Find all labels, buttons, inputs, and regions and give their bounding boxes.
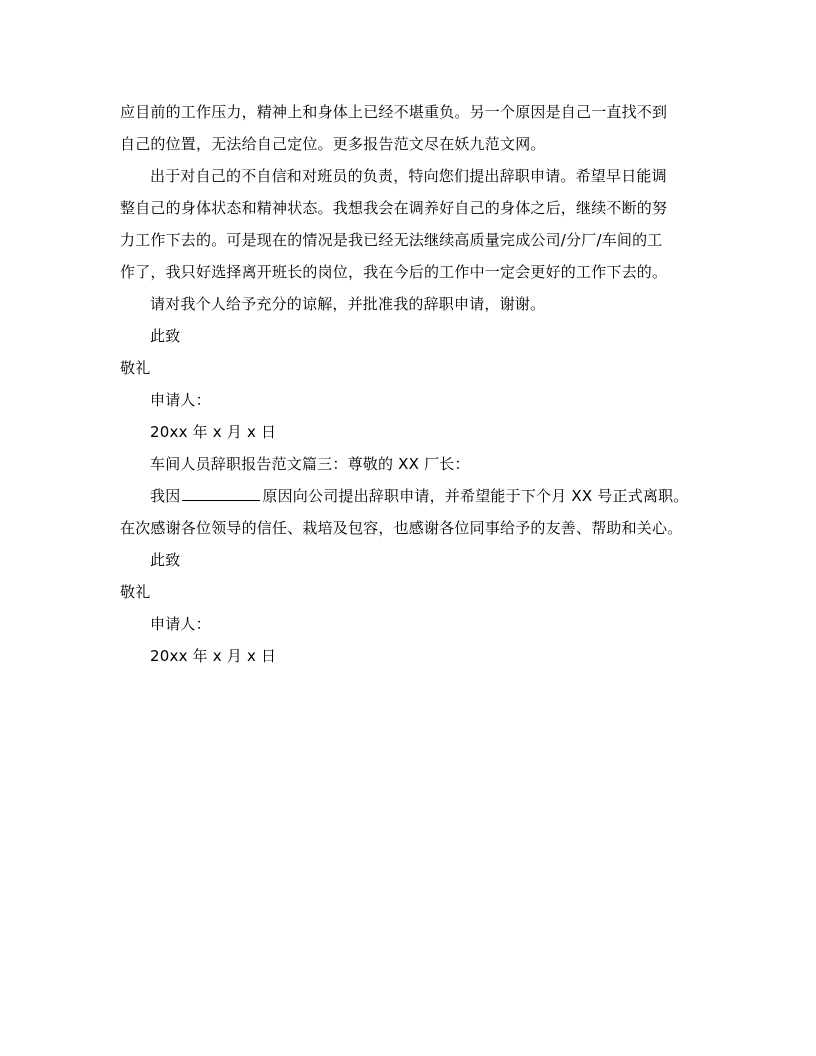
- closing-regards: 敬礼: [120, 359, 151, 377]
- paragraph-line: 应目前的工作压力，精神上和身体上已经不堪重负。另一个原因是自己一直找不到: [120, 103, 668, 121]
- paragraph-line-with-blank: [150, 486, 689, 506]
- paragraph-line: 在次感谢各位领导的信任、栽培及包容，也感谢各位同事给予的友善、帮助和关心。: [120, 519, 683, 537]
- paragraph-line: 作了，我只好选择离开班长的岗位，我在今后的工作中一定会更好的工作下去的。: [120, 263, 668, 281]
- paragraph-text: 原因向公司提出辞职申请，并希望能于下个月 XX 号正式离职。: [262, 487, 689, 505]
- paragraph-line: 力工作下去的。可是现在的情况是我已经无法继续高质量完成公司/分厂/车间的工: [120, 231, 663, 249]
- paragraph-line: 请对我个人给予充分的谅解，并批准我的辞职申请，谢谢。: [150, 295, 546, 313]
- applicant-label: 申请人：: [150, 391, 211, 409]
- section-heading: 车间人员辞职报告范文篇三：尊敬的 XX 厂长：: [150, 455, 470, 473]
- date-line: 20xx 年 x 月 x 日: [150, 423, 277, 441]
- paragraph-line: 出于对自己的不自信和对班员的负责，特向您们提出辞职申请。希望早日能调: [150, 167, 667, 185]
- paragraph-prefix: 我因: [150, 487, 181, 505]
- closing-salutation: 此致: [150, 327, 181, 345]
- closing-regards: 敬礼: [120, 583, 151, 601]
- date-line: 20xx 年 x 月 x 日: [150, 647, 277, 665]
- paragraph-line: 整自己的身体状态和精神状态。我想我会在调养好自己的身体之后，继续不断的努: [120, 199, 668, 217]
- closing-salutation: 此致: [150, 551, 181, 569]
- fill-in-blank: [182, 486, 260, 501]
- paragraph-line: 自己的位置，无法给自己定位。更多报告范文尽在妖九范文网。: [120, 135, 546, 153]
- applicant-label: 申请人：: [150, 615, 211, 633]
